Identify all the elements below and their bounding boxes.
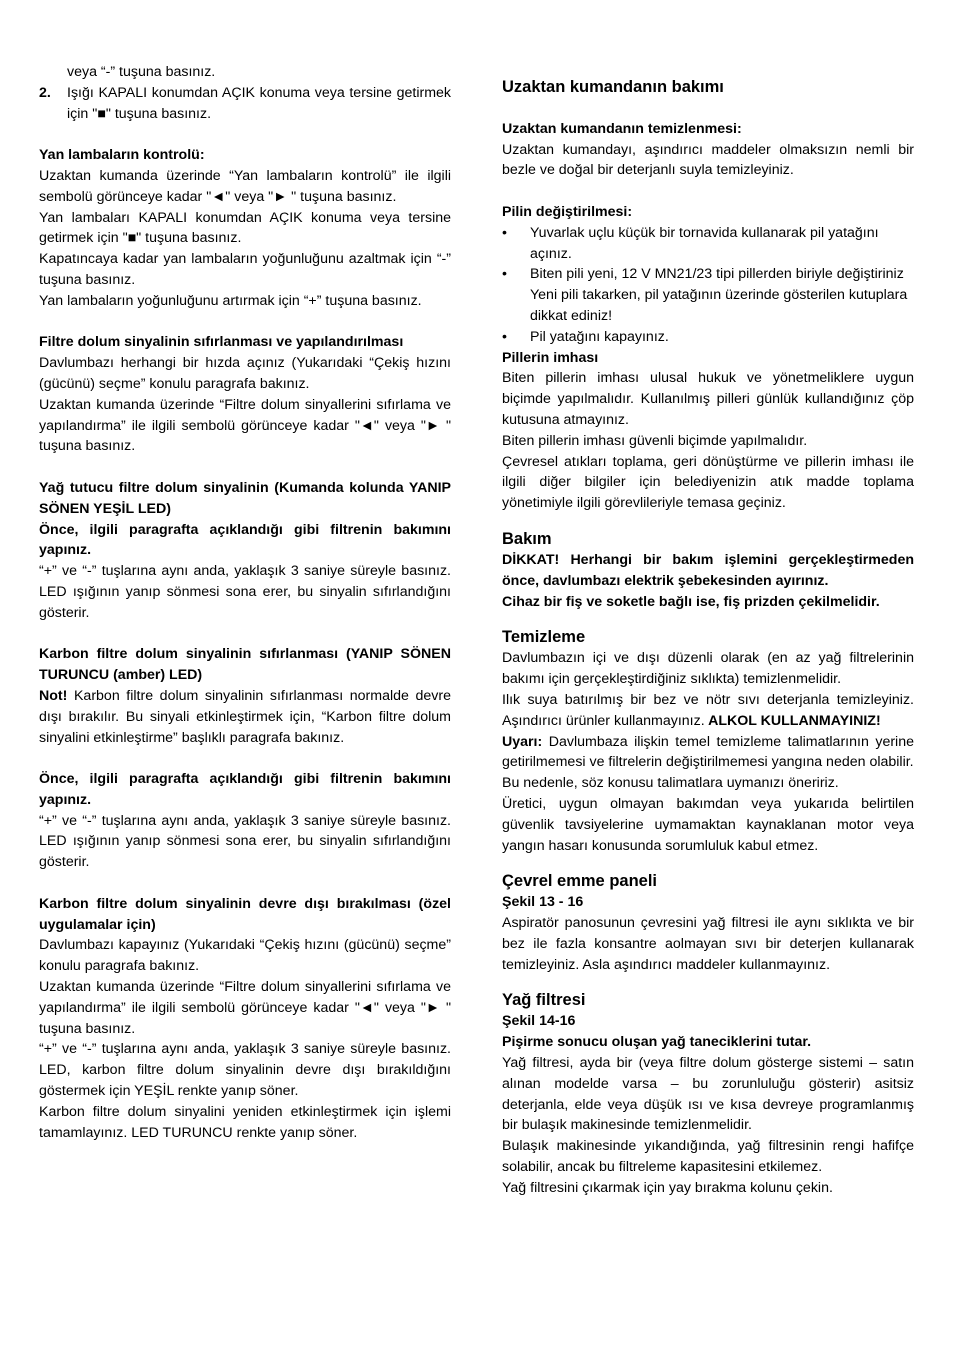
- note-label: Not!: [39, 687, 68, 704]
- paragraph: [502, 690, 914, 732]
- maintenance-warning: Cihaz bir fiş ve soketle bağlı ise, fiş prizden çekilmelidir.: [502, 593, 880, 610]
- paragraph: Biten pillerin imhası güvenli biçimde yapılmalıdır.: [502, 432, 808, 449]
- paragraph: Biten pillerin imhası ulusal hukuk ve yönetmeliklere uygun biçimde yapılmalıdır. Kullanılmış pilleri günlük kullandığınız çöp kutusuna atmayınız.: [502, 370, 914, 428]
- battery-steps-list: [502, 223, 914, 348]
- paragraph: Davlumbazın içi ve dışı düzenli olarak (en az yağ filtrelerinin bakımı için gerçekleştirdiğiniz sıklıkta) temizlenmelidir.: [502, 650, 914, 688]
- item-number: 2.: [39, 84, 51, 101]
- list-item: [502, 327, 914, 348]
- carbon-reset-heading: Karbon filtre dolum sinyalinin sıfırlanması (YANIP SÖNEN TURUNCU (amber) LED): [39, 646, 451, 684]
- figure-reference: Şekil 13 - 16: [502, 894, 584, 911]
- left-column: [39, 62, 451, 1143]
- carbon-disable-heading: Karbon filtre dolum sinyalinin devre dışı bırakılması (özel uygulamalar için): [39, 895, 451, 933]
- paragraph: Davlumbazı kapayınız (Yukarıdaki “Çekiş hızını (gücünü) seçme” konulu paragrafa bakınız.: [39, 937, 451, 975]
- list-item: [502, 264, 914, 326]
- bullet: •: [502, 266, 507, 283]
- paragraph: Kapatıncaya kadar yan lambaların yoğunluğunu azaltmak için “-” tuşuna basınız.: [39, 251, 451, 288]
- list-item: [502, 223, 914, 265]
- grease-filter-title: Yağ filtresi: [502, 991, 586, 1010]
- list-item-note: Yeni pili takarken, pil yatağının üzerinde gösterilen kutuplara dikkat ediniz!: [530, 287, 908, 324]
- grease-reset-subheading: Önce, ilgili paragrafta açıklandığı gibi filtrenin bakımını yapınız.: [39, 521, 451, 559]
- paragraph: Uzaktan kumandayı, aşındırıcı maddeler olmaksızın nemli bir bezle ve doğal bir deterjanlı suyla temizleyiniz.: [502, 141, 914, 179]
- bullet: •: [502, 328, 507, 345]
- paragraph: “+” ve “-” tuşlarına aynı anda, yaklaşık 3 saniye süreyle basınız. LED ışığının yanıp sönmesi sona erer, bu sinyalin sıfırlandığını gösterir.: [39, 563, 451, 621]
- paragraph: Bu nedenle, söz konusu talimatlara uymanızı öneririz.: [502, 775, 839, 792]
- carbon-reset-subheading: Önce, ilgili paragrafta açıklandığı gibi filtrenin bakımını yapınız.: [39, 771, 451, 808]
- list-item-text: Yuvarlak uçlu küçük bir tornavida kullanarak pil yatağını açınız.: [530, 224, 879, 262]
- maintenance-title: Bakım: [502, 529, 552, 548]
- paragraph: Karbon filtre dolum sinyalini yeniden etkinleştirmek için işlemi tamamlayınız. LED TURUNCU renkte yanıp söner.: [39, 1103, 451, 1141]
- alcohol-warning: ALKOL KULLANMAYINIZ!: [704, 712, 881, 729]
- battery-disposal-heading: Pillerin imhası: [502, 349, 599, 366]
- figure-reference: Şekil 14-16: [502, 1013, 576, 1030]
- cleaning-text: Ilık suya batırılmış bir bez ve nötr sıvı deterjanla temizleyiniz. Aşındırıcı ürünler kullanmayınız.: [502, 691, 914, 729]
- paragraph: “+” ve “-” tuşlarına aynı anda, yaklaşık 3 saniye süreyle basınız. LED ışığının yanıp sönmesi sona erer, bu sinyalin sıfırlandığını gösterir.: [39, 812, 451, 871]
- paragraph: Uzaktan kumanda üzerinde “Filtre dolum sinyallerini sıfırlama ve yapılandırma” ile ilgili sembolü görünceye kadar "◄" veya "► " tuşuna basınız.: [39, 979, 451, 1037]
- battery-heading: Pilin değiştirilmesi:: [502, 203, 633, 220]
- panel-title: Çevrel emme paneli: [502, 872, 657, 891]
- remote-care-title: Uzaktan kumandanın bakımı: [502, 78, 724, 96]
- filter-reset-heading: Filtre dolum sinyalinin sıfırlanması ve yapılandırılması: [39, 334, 404, 351]
- maintenance-warning: DİKKAT! Herhangi bir bakım işlemini gerçekleştirmeden önce, davlumbazı elektrik şebekesinden ayırınız.: [502, 551, 914, 589]
- paragraph: Uzaktan kumanda üzerinde “Filtre dolum sinyallerini sıfırlama ve yapılandırma” ile ilgili sembolü görünceye kadar "◄" veya "► " tuşuna basınız.: [39, 396, 451, 455]
- grease-reset-heading: Yağ tutucu filtre dolum sinyalinin (Kumanda kolunda YANIP SÖNEN YEŞİL LED): [39, 479, 451, 517]
- continued-text: veya “-” tuşuna basınız.: [67, 64, 216, 80]
- remote-cleaning-heading: Uzaktan kumandanın temizlenmesi:: [502, 120, 742, 137]
- warning-text: Davlumbaza ilişkin temel temizleme talimatlarının yerine getirilmemesi ve filtrelerin değiştirilmemesi yangına neden olabilir.: [502, 733, 914, 771]
- paragraph: [502, 732, 914, 774]
- grease-filter-subheading: Pişirme sonucu oluşan yağ taneciklerini tutar.: [502, 1034, 812, 1051]
- side-lamps-heading: Yan lambaların kontrolü:: [39, 147, 205, 164]
- item-text: Işığı KAPALI konumdan AÇIK konuma veya tersine getirmek için "■" tuşuna basınız.: [67, 84, 451, 122]
- paragraph: Çevresel atıkları toplama, geri dönüştürme ve pillerin imhası ile ilgili diğer bilgiler için belediyenizin atık madde toplama yönetimiyle ilgili görevlileriyle temasa geçiniz.: [502, 453, 914, 512]
- paragraph: Bulaşık makinesinde yıkandığında, yağ filtresinin rengi hafifçe solabilir, ancak bu filtreleme kapasitesini etkilemez.: [502, 1138, 914, 1176]
- paragraph: Davlumbazı herhangi bir hızda açınız (Yukarıdaki “Çekiş hızını (gücünü) seçme” konulu paragrafa bakınız.: [39, 355, 451, 392]
- paragraph: Yan lambaları KAPALI konumdan AÇIK konuma veya tersine getirmek için "■" tuşuna basınız.: [39, 209, 451, 247]
- paragraph: Yağ filtresini çıkarmak için yay bırakma kolunu çekin.: [502, 1179, 833, 1196]
- bullet: •: [502, 224, 507, 241]
- numbered-item-2: [39, 83, 451, 125]
- cleaning-title: Temizleme: [502, 628, 586, 647]
- paragraph: Üretici, uygun olmayan bakımdan veya yukarıda belirtilen güvenlik tavsiyelerine uymamaktan kaynaklanan motor veya yangın hasarı konusunda sorumluluk kabul etmez.: [502, 795, 914, 854]
- paragraph: “+” ve “-” tuşlarına aynı anda, yaklaşık 3 saniye süreyle basınız. LED, karbon filtre dolum sinyalinin devre dışı bırakıldığını göstermek için YEŞİL renkte yanıp söner.: [39, 1041, 451, 1100]
- list-item-text: Pil yatağını kapayınız.: [530, 328, 669, 345]
- warning-label: Uyarı:: [502, 733, 543, 750]
- paragraph: Uzaktan kumanda üzerinde “Yan lambaların kontrolü” ile ilgili sembolü görünceye kadar "◄" veya "► " tuşuna basınız.: [39, 167, 451, 205]
- paragraph: Aspiratör panosunun çevresini yağ filtresi ile aynı sıklıkta ve bir bez ile fazla konsantre aolmayan sıvı bir deterjen kullanarak temizleyiniz. Asla aşındırıcı maddeler kullanmayınız.: [502, 915, 914, 973]
- paragraph: Yan lambaların yoğunluğunu artırmak için “+” tuşuna basınız.: [39, 292, 422, 309]
- paragraph: Yağ filtresi, ayda bir (veya filtre dolum gösterge sistemi – satın alınan modelde varsa – bu zorunluluğu gösterir) asitsiz deterjanla, elde veya düşük ısı ve kısa devreye programlanmış bir bulaşık makinesinde temizlenmelidir.: [502, 1055, 914, 1134]
- right-column: [502, 76, 914, 1199]
- note-paragraph: [39, 686, 451, 748]
- note-text: Karbon filtre dolum sinyalinin sıfırlanması normalde devre dışı bırakılır. Bu sinyali etkinleştirmek için, “Karbon filtre dolum sinyalini etkinleştirme” başlıklı paragrafa bakınız.: [39, 687, 451, 746]
- list-item-text: Biten pili yeni, 12 V MN21/23 tipi pillerden biriyle değiştiriniz: [530, 266, 904, 283]
